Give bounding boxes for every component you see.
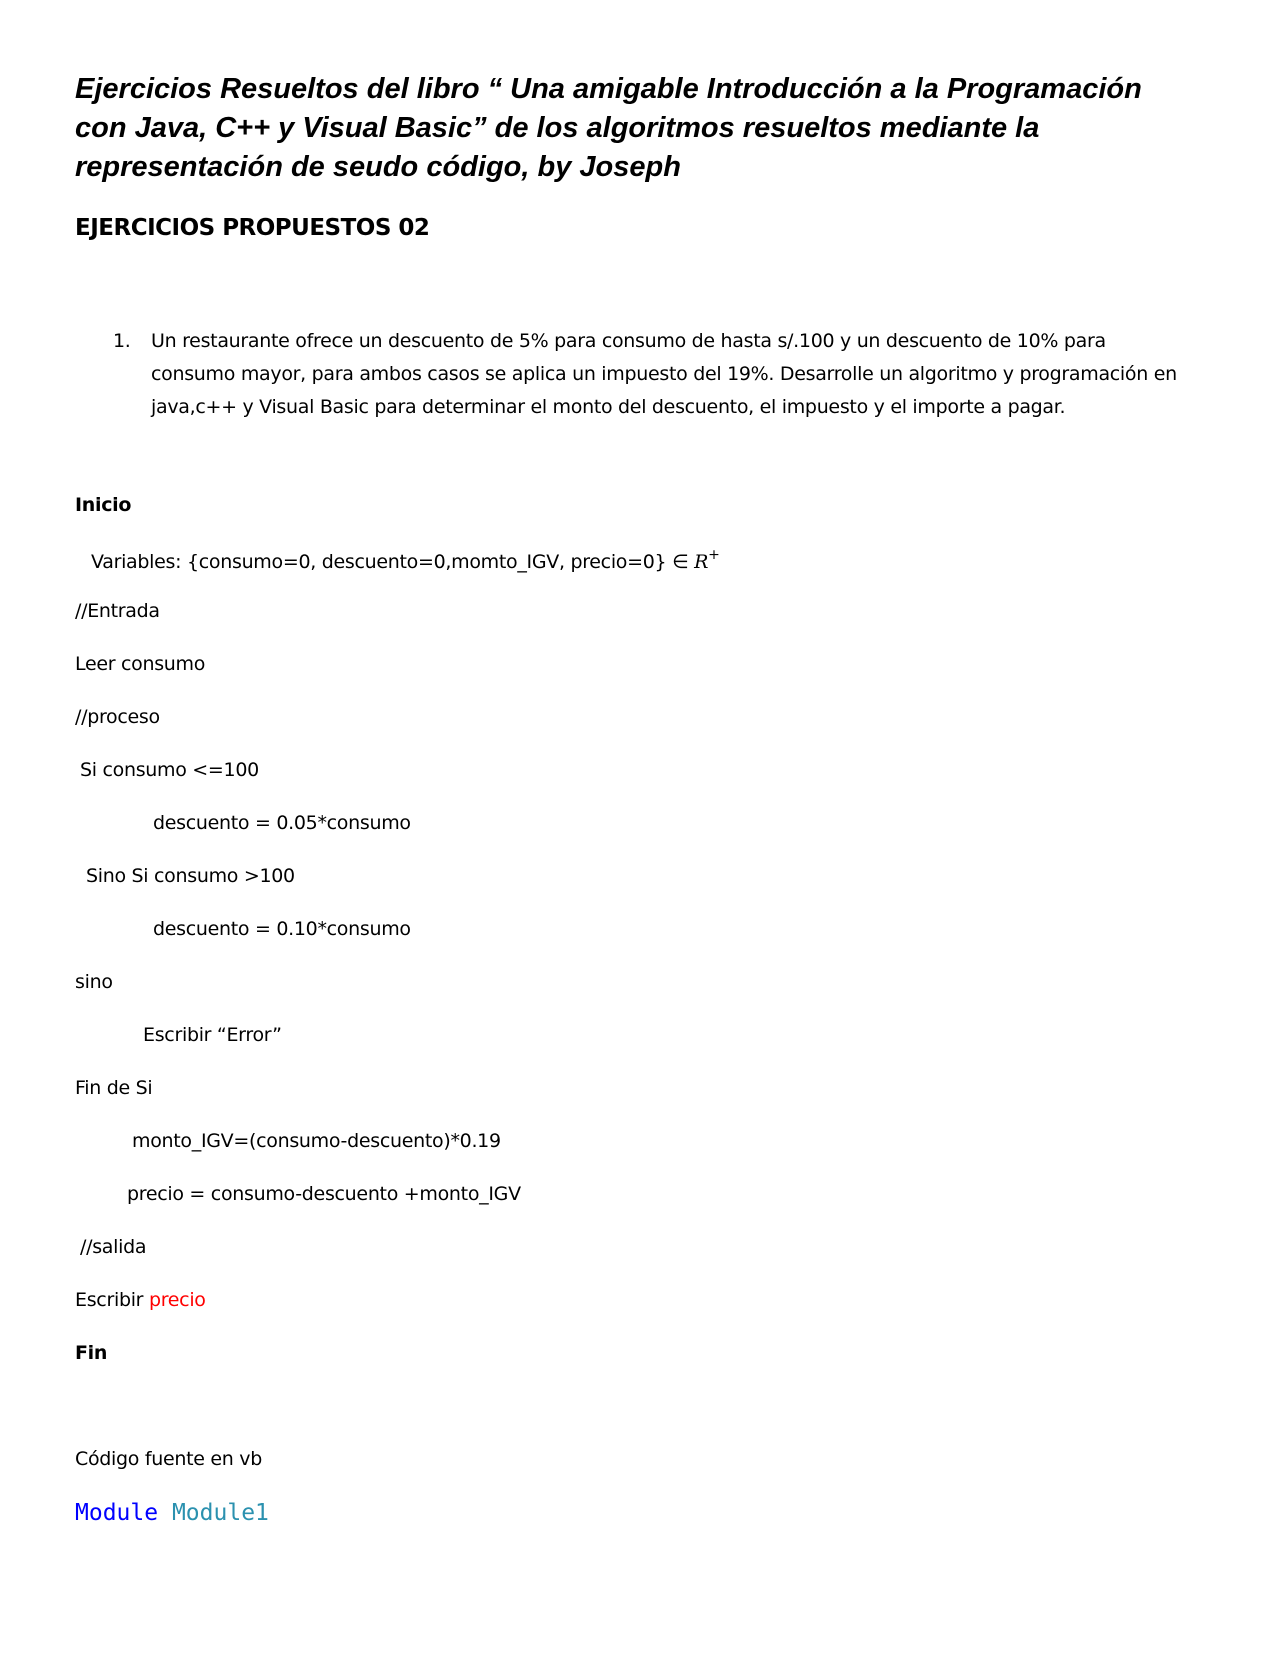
title-line-3: representación de seudo código, by Joseph (75, 151, 681, 183)
pseudo-inicio: Inicio (75, 494, 132, 516)
pseudo-variables (91, 547, 720, 573)
pseudo-fin-de-si: Fin de Si (75, 1077, 153, 1099)
source-code-label: Código fuente en vb (75, 1448, 262, 1470)
exercise-number: 1. (113, 330, 131, 352)
pseudo-escribir-precio (75, 1289, 206, 1311)
set-superscript: + (708, 547, 720, 563)
pseudo-escribir-error: Escribir “Error” (143, 1024, 282, 1046)
pseudo-sino: sino (75, 971, 113, 993)
section-heading: EJERCICIOS PROPUESTOS 02 (75, 215, 430, 241)
title-line-2: con Java, C++ y Visual Basic” de los algoritmos resueltos mediante la (75, 112, 1040, 144)
pseudo-monto-igv: monto_IGV=(consumo-descuento)*0.19 (132, 1130, 501, 1152)
pseudo-comment-entrada: //Entrada (75, 600, 160, 622)
pseudo-descuento-2: descuento = 0.10*consumo (153, 918, 411, 940)
exercise-item (113, 325, 1183, 424)
exercise-line-2: consumo mayor, para ambos casos se aplica un impuesto del 19%. Desarrolle un algoritmo y programación en (151, 363, 1177, 385)
pseudo-comment-salida: //salida (80, 1236, 147, 1258)
pseudo-leer: Leer consumo (75, 653, 206, 675)
pseudo-si: Si consumo <=100 (80, 759, 259, 781)
pseudo-descuento-1: descuento = 0.05*consumo (153, 812, 411, 834)
variables-text: Variables: {consumo=0, descuento=0,momto_IGV, precio=0} ∈ (91, 551, 689, 573)
exercise-line-1: Un restaurante ofrece un descuento de 5% para consumo de hasta s/.100 y un descuento de 10% para (151, 330, 1106, 352)
pseudo-sino-si: Sino Si consumo >100 (86, 865, 295, 887)
pseudo-fin: Fin (75, 1342, 108, 1364)
pseudo-precio: precio = consumo-descuento +monto_IGV (127, 1183, 521, 1205)
set-symbol: R (694, 551, 709, 573)
escribir-variable: precio (148, 1289, 206, 1311)
vb-keyword-module: Module (75, 1500, 159, 1526)
escribir-keyword: Escribir (75, 1289, 149, 1311)
vb-module-declaration (75, 1500, 269, 1526)
document-title (75, 70, 1215, 187)
pseudo-comment-proceso: //proceso (75, 706, 160, 728)
title-line-1: Ejercicios Resueltos del libro “ Una amigable Introducción a la Programación (75, 73, 1142, 105)
set-r-plus (694, 547, 720, 573)
exercise-text (151, 325, 1183, 424)
exercise-line-3: java,c++ y Visual Basic para determinar el monto del descuento, el impuesto y el importe a pagar. (151, 396, 1066, 418)
vb-module-name: Module1 (171, 1500, 269, 1526)
